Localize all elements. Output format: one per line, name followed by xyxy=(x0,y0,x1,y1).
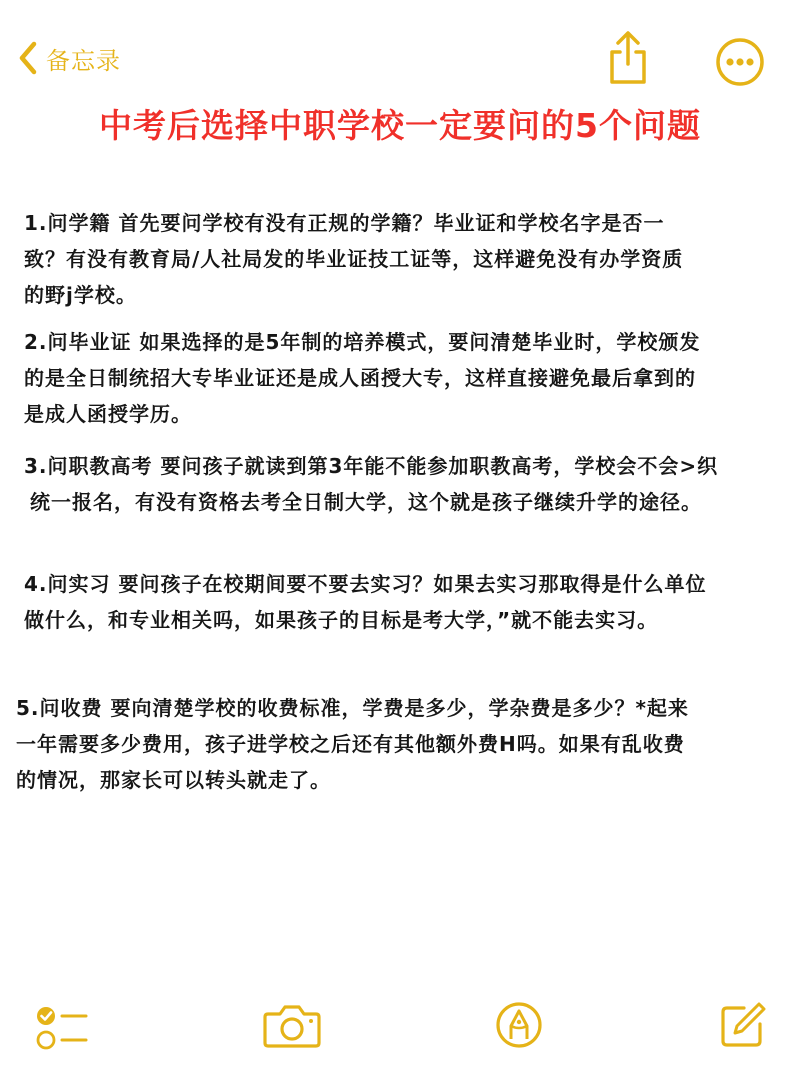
checklist-icon[interactable] xyxy=(34,1002,90,1052)
note-paragraph-2 xyxy=(24,324,794,432)
bottom-toolbar xyxy=(0,990,800,1069)
paragraph-line: 是成人函授学历。 xyxy=(24,402,192,426)
paragraph-line: 统一报名，有没有资格去考全日制大学，这个就是孩子继续升学的途径。 xyxy=(30,490,702,514)
note-paragraph-4 xyxy=(24,566,794,638)
compose-icon[interactable] xyxy=(718,1000,768,1050)
paragraph-line: 的野j学校。 xyxy=(24,283,137,307)
note-title: 中考后选择中职学校一定要问的5个问题 xyxy=(99,106,701,145)
paragraph-line: 做什么，和专业相关吗，如果孩子的目标是考大学，”就不能去实习。 xyxy=(24,608,659,632)
paragraph-line: 的情况，那家长可以转头就走了。 xyxy=(16,768,331,792)
note-paragraph-3 xyxy=(24,448,794,520)
paragraph-line: 一年需要多少费用，孩子进学校之后还有其他额外费H吗。如果有乱收费 xyxy=(16,732,685,756)
back-label: 备忘录 xyxy=(46,46,121,75)
back-button[interactable] xyxy=(14,38,121,78)
ellipsis-circle-icon[interactable] xyxy=(714,36,766,88)
note-paragraph-1 xyxy=(24,205,779,313)
chevron-left-icon xyxy=(14,38,42,78)
share-icon[interactable] xyxy=(604,30,652,86)
paragraph-line: 5.问收费 要向清楚学校的收费标准，学费是多少，学杂费是多少？*起来 xyxy=(16,696,689,720)
note-paragraph-5 xyxy=(16,690,796,798)
paragraph-line: 致？有没有教育局/人社局发的毕业证技工证等，这样避免没有办学资质 xyxy=(24,247,684,271)
camera-icon[interactable] xyxy=(262,1000,322,1050)
markup-pen-icon[interactable] xyxy=(494,1000,544,1050)
paragraph-line: 4.问实习 要问孩子在校期间要不要去实习？如果去实习那取得是什么单位 xyxy=(24,572,707,596)
paragraph-line: 3.问职教高考 要问孩子就读到第3年能不能参加职教高考，学校会不会>织 xyxy=(24,454,719,478)
paragraph-line: 2.问毕业证 如果选择的是5年制的培养模式，要问清楚毕业时，学校颁发 xyxy=(24,330,701,354)
paragraph-line: 1.问学籍 首先要问学校有没有正规的学籍？毕业证和学校名字是否一 xyxy=(24,211,665,235)
navigation-bar xyxy=(0,0,800,110)
paragraph-line: 的是全日制统招大专毕业证还是成人函授大专，这样直接避免最后拿到的 xyxy=(24,366,696,390)
